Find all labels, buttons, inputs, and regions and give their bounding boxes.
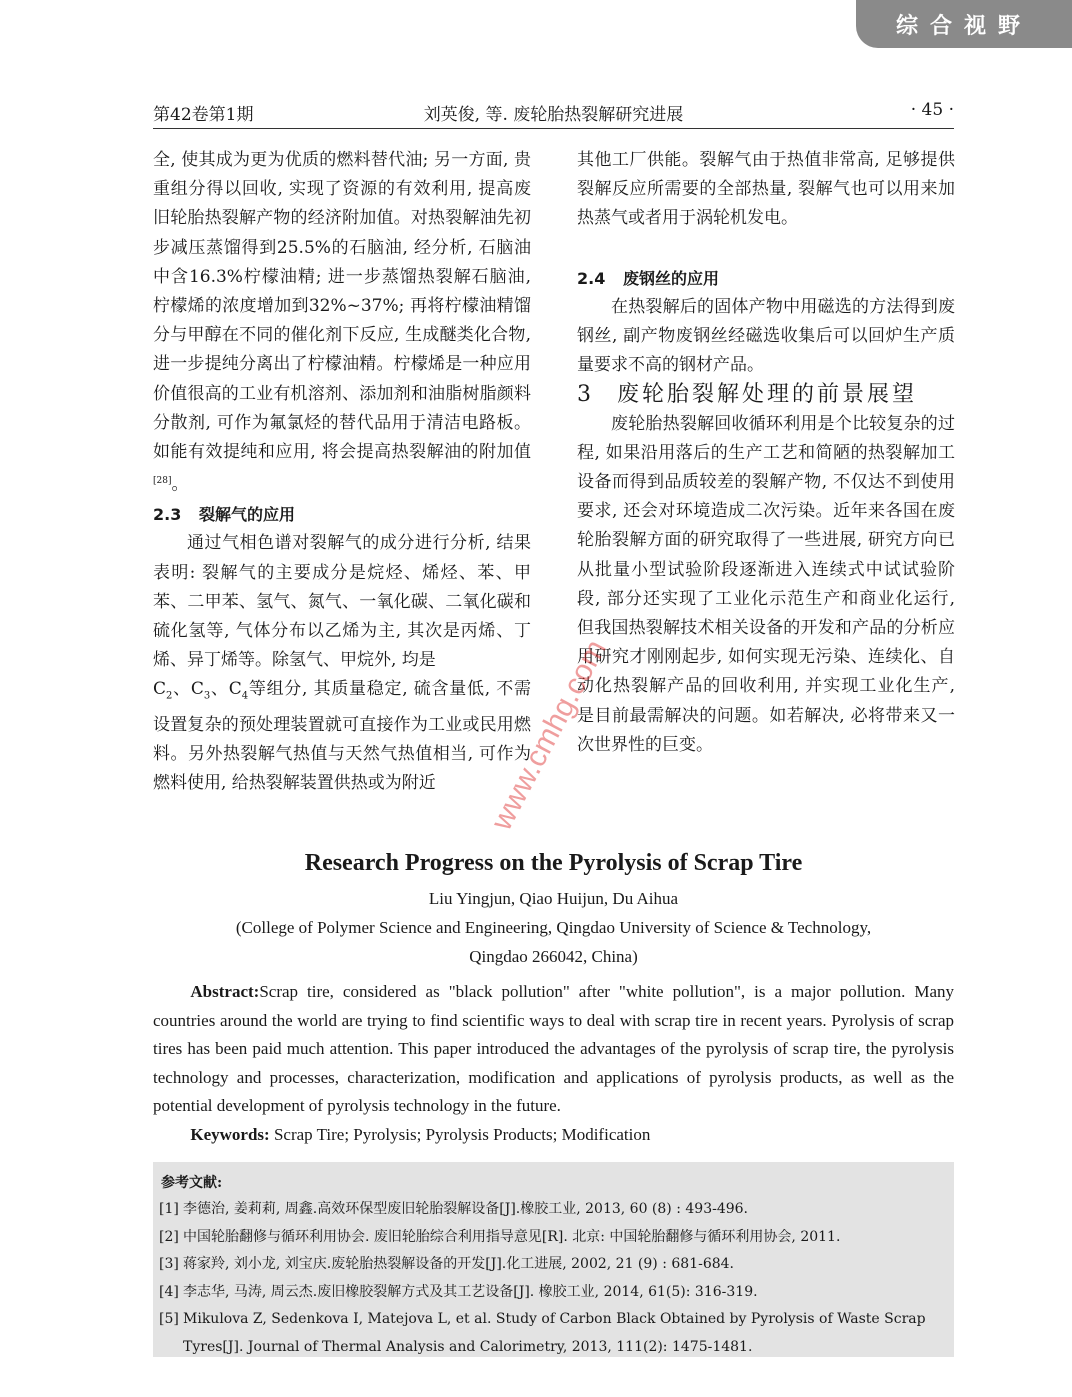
reference-item: [4] 李志华, 马涛, 周云杰.废旧橡胶裂解方式及其工艺设备[J]. 橡胶工业, 2014, 61(5): 316-319.	[159, 1283, 758, 1300]
references-heading: 参考文献:	[161, 1175, 223, 1191]
reference-item: [2] 中国轮胎翻修与循环利用协会. 废旧轮胎综合利用指导意见[R]. 北京: 中国轮胎翻修与循环利用协会, 2011.	[159, 1228, 841, 1245]
english-affiliation-line-1: (College of Polymer Science and Engineering, Qingdao University of Science & Technology,	[235, 918, 872, 937]
paragraph-outlook: 废轮胎热裂解回收循环利用是个比较复杂的过程, 如果沿用落后的生产工艺和简陋的热裂解加工设备而得到品质较差的裂解产物, 不仅达不到使用要求, 还会对环境造成二次污染。近年来各国在废轮胎裂解方面的研究取得了一些进展, 研究方向已从批量小型试验阶段逐渐进入连续式中试试验阶段, 部分还实现了工业化示范生产和商业化运行, 但我国热裂解技术相关设备的开发和产品的分析应用研究才刚刚起步, 如何实现无污染、连续化、自动化热裂解产品的回收利用, 并实现工业化生产, 是目前最需解决的问题。如若解决, 必将带来又一次世界性的巨变。	[577, 413, 955, 755]
english-affiliation-line-2: Qingdao 266042, China)	[469, 947, 638, 966]
section-tab: 综合视野	[856, 0, 1072, 48]
watermark: www.cmhg.com	[485, 634, 613, 836]
references-box	[153, 1162, 954, 1357]
left-column	[153, 146, 531, 799]
reference-item: [5] Mikulova Z, Sedenkova I, Matejova L, et al. Study of Carbon Black Obtained by Pyrolysis of Waste Scrap Tyres[J]. Journal of Thermal Analysis and Calorimetry, 2013, 111(2): 1475-1481.	[159, 1311, 926, 1355]
journal-issue: 第42卷第1期	[153, 105, 254, 125]
section-2-3-heading: 2.3 裂解气的应用	[153, 505, 296, 525]
page-number: · 45 ·	[910, 100, 954, 120]
references-list	[153, 1196, 954, 1361]
paragraph-limonene: 全, 使其成为更为优质的燃料替代油; 另一方面, 贵重组分得以回收, 实现了资源的有效利用, 提高废旧轮胎热裂解产物的经济附加值。对热裂解油先初步减压蒸馏得到25.5%的石脑油, 经分析, 石脑油中含16.3%柠檬油精; 进一步蒸馏热裂解石脑油, 柠檬烯的浓度增加到32%~37%; 再将柠檬油精馏分与甲醇在不同的催化剂下反应, 生成醚类化合物, 进一步提纯分离出了柠檬油精。柠檬烯是一种应用价值很高的工业有机溶剂、添加剂和油脂树脂颜料分散剂, 可作为氟氯烃的替代品用于清洁电路板。如能有效提纯和应用, 将会提高热裂解油的附加值[28]。	[153, 150, 531, 495]
running-title: 刘英俊, 等. 废轮胎热裂解研究进展	[423, 105, 684, 125]
english-authors: Liu Yingjun, Qiao Huijun, Du Aihua	[428, 889, 679, 908]
section-3-heading: 3 废轮胎裂解处理的前景展望	[577, 382, 918, 408]
paragraph-steel-wire: 在热裂解后的固体产物中用磁选的方法得到废钢丝, 副产物废钢丝经磁选收集后可以回炉生产质量要求不高的钢材产品。	[577, 296, 955, 376]
english-title: Research Progress on the Pyrolysis of Scrap Tire	[304, 850, 803, 876]
section-2-4-heading: 2.4 废钢丝的应用	[577, 268, 720, 288]
running-head	[153, 98, 954, 129]
english-abstract	[153, 978, 954, 1150]
citation-28: [28]	[153, 476, 172, 487]
keywords-paragraph: Keywords: Scrap Tire; Pyrolysis; Pyrolysis Products; Modification	[190, 1124, 651, 1144]
right-column	[577, 146, 955, 760]
reference-item: [3] 蒋家羚, 刘小龙, 刘宝庆.废轮胎热裂解设备的开发[J].化工进展, 2002, 21 (9) : 681-684.	[159, 1256, 735, 1272]
paragraph-gas-energy: 其他工厂供能。裂解气由于热值非常高, 足够提供裂解反应所需要的全部热量, 裂解气也可以用来加热蒸气或者用于涡轮机发电。	[577, 150, 955, 229]
abstract-paragraph: Abstract:Scrap tire, considered as "black pollution" after "white pollution", is a major pollution. Many countries around the world are trying to find scientific ways to deal with scrap tire in recent years. Pyrolysis of scrap tires has been paid much attention. This paper introduced the advantages of the pyrolysis of scrap tire, the pyrolysis technology and processes, characterization, modification and applications of pyrolysis products, as well as the potential development of pyrolysis technology in the future.	[153, 982, 954, 1116]
reference-item: [1] 李德治, 姜莉莉, 周鑫.高效环保型废旧轮胎裂解设备[J].橡胶工业, 2013, 60 (8) : 493-496.	[159, 1201, 749, 1217]
paragraph-pyrolysis-gas: 通过气相色谱对裂解气的成分进行分析, 结果表明: 裂解气的主要成分是烷烃、烯烃、苯、甲苯、二甲苯、氢气、氮气、一氧化碳、二氧化碳和硫化氢等, 气体分布以乙烯为主, 其次是丙烯、丁烯、异丁烯等。除氢气、甲烷外, 均是 $C_2$、$C_3$、$C_4$等组分, 其质量稳定, 硫含量低, 不需设置复杂的预处理装置就可直接作为工业或民用燃料。另外热裂解气热值与天然气热值相当, 可作为燃料使用, 给热裂解装置供热或为附近	[153, 533, 531, 794]
